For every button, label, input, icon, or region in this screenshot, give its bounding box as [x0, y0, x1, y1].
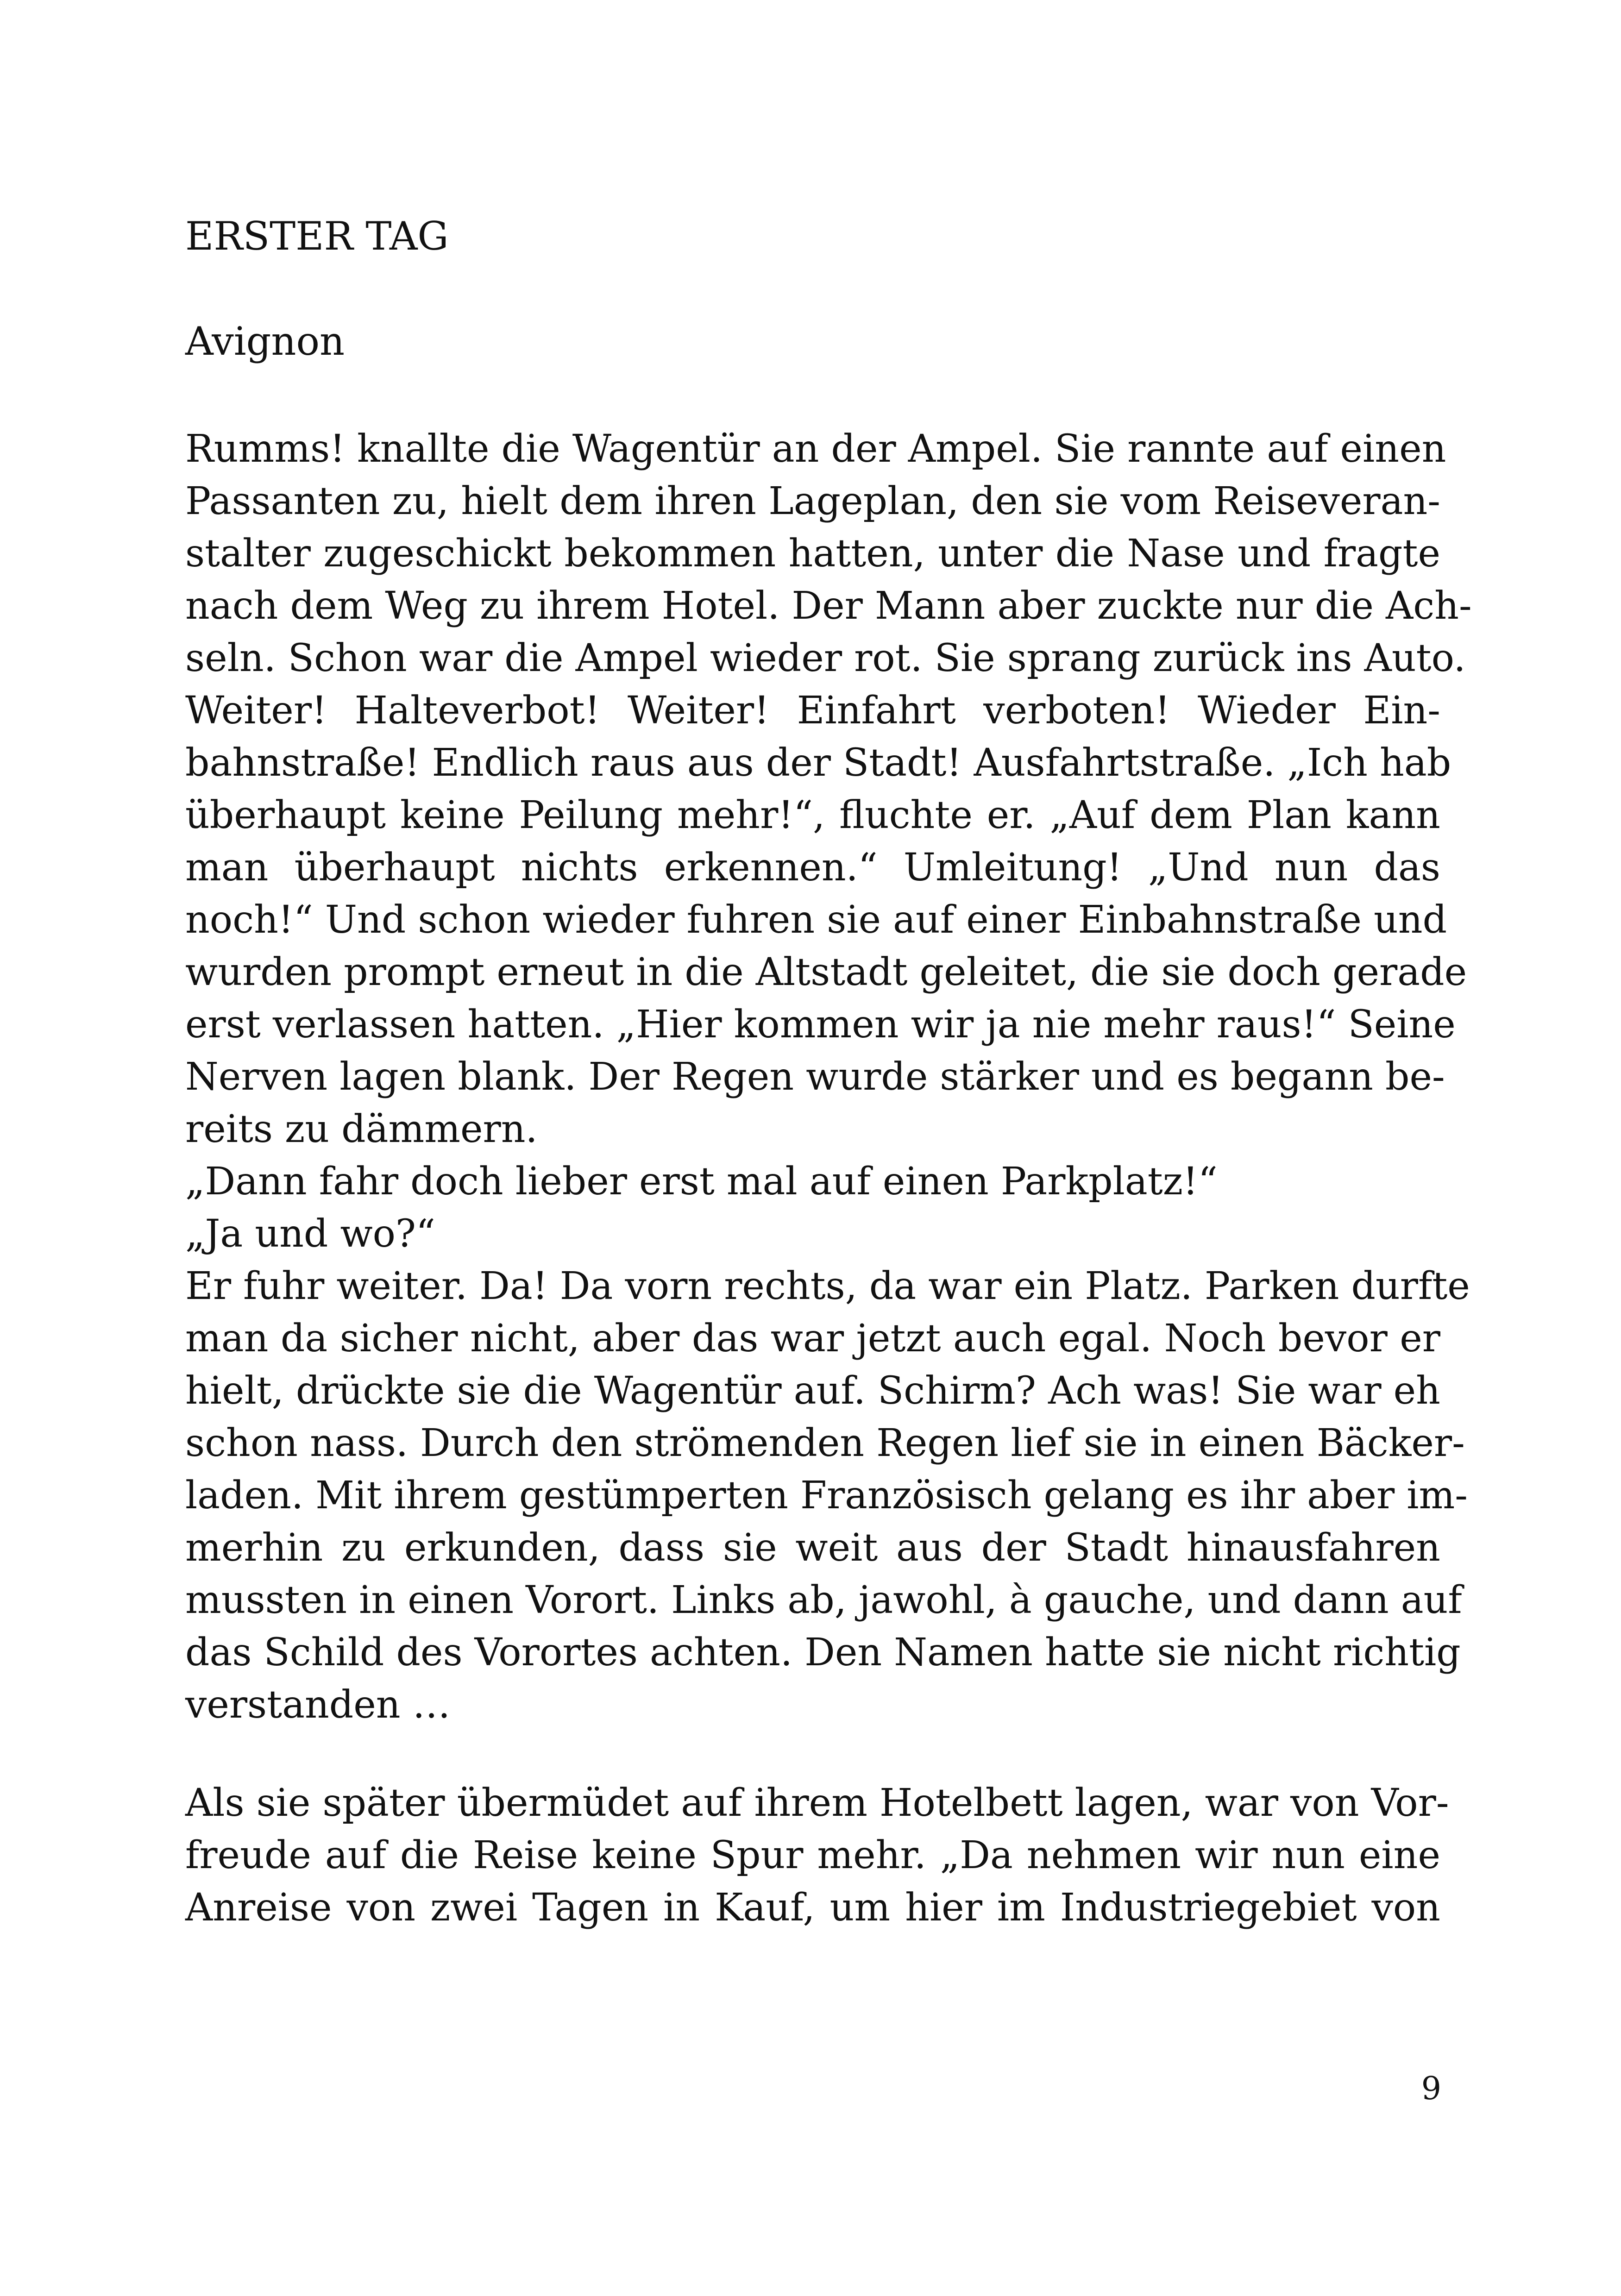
text-line: stalter zugeschickt bekommen hatten, unter die Nase und fragte — [185, 532, 1440, 576]
text-line: man überhaupt nichts erkennen.“ Umleitung! „Und nun das — [185, 846, 1440, 890]
place-heading: Avignon — [185, 319, 345, 364]
text-line: schon nass. Durch den strömenden Regen lief sie in einen Bäcker- — [185, 1421, 1465, 1465]
body-text-block-2 — [185, 1777, 1449, 1934]
text-line: Er fuhr weiter. Da! Da vorn rechts, da war ein Platz. Parken durfte — [185, 1264, 1470, 1308]
text-line: bahnstraße! Endlich raus aus der Stadt! Ausfahrtstraße. „Ich hab — [185, 741, 1451, 785]
dialogue-line: „Dann fahr doch lieber erst mal auf einen Parkplatz!“ — [185, 1160, 1218, 1204]
text-line: seln. Schon war die Ampel wieder rot. Sie sprang zurück ins Auto. — [185, 636, 1466, 680]
text-line: Weiter! Halteverbot! Weiter! Einfahrt verboten! Wieder Ein- — [185, 689, 1440, 733]
text-line: freude auf die Reise keine Spur mehr. „Da nehmen wir nun eine — [185, 1833, 1440, 1877]
text-line: Nerven lagen blank. Der Regen wurde stärker und es begann be- — [185, 1055, 1445, 1099]
chapter-heading: ERSTER TAG — [185, 213, 449, 259]
text-line: überhaupt keine Peilung mehr!“, fluchte er. „Auf dem Plan kann — [185, 793, 1440, 837]
body-text-block-1 — [185, 423, 1472, 1731]
dialogue-line: „Ja und wo?“ — [185, 1212, 435, 1256]
text-line: das Schild des Vorortes achten. Den Namen hatte sie nicht richtig — [185, 1631, 1461, 1675]
text-line: laden. Mit ihrem gestümperten Französisch gelang es ihr aber im- — [185, 1474, 1468, 1518]
page-number: 9 — [1421, 2070, 1441, 2107]
text-line: Als sie später übermüdet auf ihrem Hotelbett lagen, war von Vor- — [185, 1781, 1449, 1825]
text-line: wurden prompt erneut in die Altstadt geleitet, die sie doch gerade — [185, 950, 1467, 994]
text-line: reits zu dämmern. — [185, 1107, 538, 1151]
text-line: merhin zu erkunden, dass sie weit aus der Stadt hinausfahren — [185, 1526, 1440, 1570]
text-line: hielt, drückte sie die Wagentür auf. Schirm? Ach was! Sie war eh — [185, 1369, 1440, 1413]
text-line: mussten in einen Vorort. Links ab, jawohl, à gauche, und dann auf — [185, 1578, 1462, 1622]
text-line: man da sicher nicht, aber das war jetzt auch egal. Noch bevor er — [185, 1317, 1440, 1361]
text-line: noch!“ Und schon wieder fuhren sie auf einer Einbahnstraße und — [185, 898, 1447, 942]
text-line: nach dem Weg zu ihrem Hotel. Der Mann aber zuckte nur die Ach- — [185, 584, 1472, 628]
text-line: Passanten zu, hielt dem ihren Lageplan, den sie vom Reiseveran- — [185, 479, 1440, 523]
text-line: verstanden … — [185, 1683, 451, 1727]
text-line: Rumms! knallte die Wagentür an der Ampel. Sie rannte auf einen — [185, 427, 1446, 471]
text-line: erst verlassen hatten. „Hier kommen wir ja nie mehr raus!“ Seine — [185, 1003, 1456, 1047]
text-line: Anreise von zwei Tagen in Kauf, um hier im Industriegebiet von — [185, 1886, 1440, 1930]
